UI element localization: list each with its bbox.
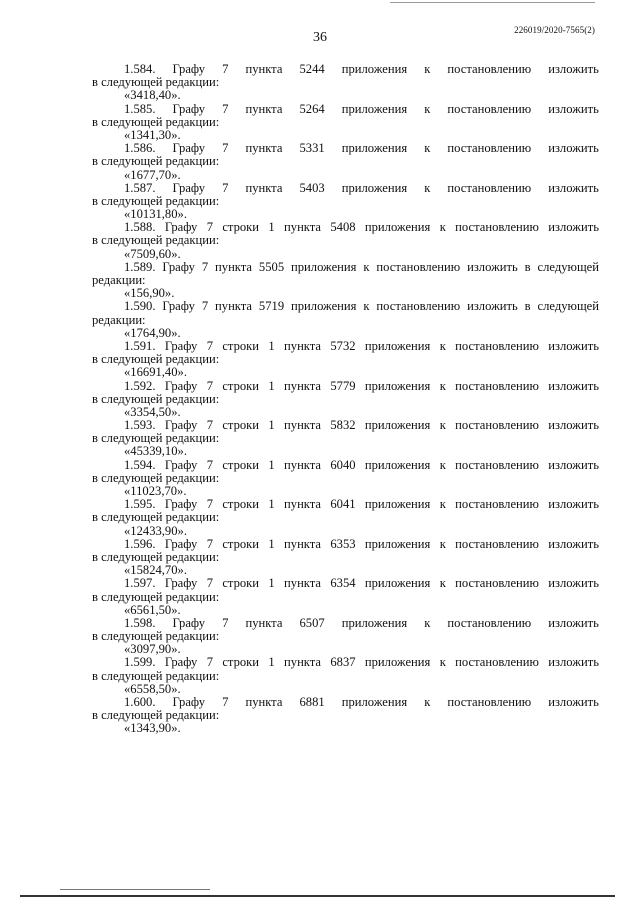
word: 6881 (299, 695, 325, 709)
word: 7 (222, 695, 229, 709)
word: пункта (284, 418, 322, 433)
word: 1.589. (124, 259, 156, 274)
word: к (439, 536, 446, 551)
word: изложить (548, 220, 599, 235)
paragraph-continuation: в следующей редакции: (92, 510, 220, 525)
paragraph-continuation: в следующей редакции: (92, 114, 220, 129)
word: в (524, 259, 531, 274)
word: 7 (206, 457, 213, 472)
word: 5331 (299, 141, 325, 156)
paragraph-first-line (92, 182, 599, 195)
word: приложения (341, 141, 408, 156)
document-number: 226019/2020-7565(2) (514, 25, 595, 35)
word: изложить (548, 497, 599, 512)
paragraph-continuation: в следующей редакции: (92, 352, 220, 367)
word: постановлению (455, 338, 539, 353)
word: 1.599. (124, 655, 156, 670)
new-value: «3418,40». (124, 88, 181, 103)
paragraph-first-line (92, 538, 599, 551)
word: приложения (341, 62, 408, 76)
new-value: «1677,70». (124, 167, 181, 182)
paragraph-item (92, 656, 599, 696)
word: пункта (284, 655, 322, 670)
paragraph-item (92, 221, 599, 261)
paragraph-item (92, 300, 599, 340)
word: 5779 (330, 378, 356, 393)
paragraph-continuation: в следующей редакции: (92, 589, 220, 604)
word: пункта (245, 695, 283, 709)
word: пункта (284, 338, 322, 353)
paragraph-item (92, 459, 599, 499)
paragraph-item (92, 498, 599, 538)
word: Графу (164, 497, 198, 512)
word: изложить (548, 101, 599, 116)
word: Графу (164, 220, 198, 235)
word: к (439, 338, 446, 353)
new-value: «15824,70». (124, 563, 187, 578)
word: 7 (206, 497, 213, 512)
word: 1.586. (124, 141, 156, 156)
word: следующей (537, 299, 599, 314)
paragraph-continuation: в следующей редакции: (92, 431, 220, 446)
paragraph-item (92, 577, 599, 617)
word: 7 (206, 418, 213, 433)
word: 1.600. (124, 695, 156, 709)
word: 6353 (330, 536, 356, 551)
new-value: «16691,40». (124, 365, 187, 380)
word: постановлению (447, 615, 532, 630)
word: Графу (164, 457, 198, 472)
word: Графу (164, 576, 198, 591)
word: постановлению (447, 62, 532, 76)
top-rule (390, 2, 595, 3)
paragraph-first-line (92, 459, 599, 472)
word: постановлению (455, 536, 539, 551)
paragraph-continuation: редакции: (92, 312, 146, 327)
word: к (439, 497, 446, 512)
word: изложить (548, 695, 599, 709)
word: 1.592. (124, 378, 156, 393)
paragraph-item (92, 103, 599, 143)
paragraph-item (92, 419, 599, 459)
word: приложения (364, 338, 431, 353)
word: 5719 (258, 299, 285, 314)
word: постановлению (455, 457, 539, 472)
paragraph-continuation: редакции: (92, 273, 146, 287)
word: пункта (284, 220, 322, 235)
word: 1.597. (124, 576, 156, 591)
word: 7 (222, 62, 229, 76)
word: Графу (172, 101, 206, 116)
new-value: «3097,90». (124, 642, 181, 657)
paragraph-item (92, 380, 599, 420)
new-value: «6558,50». (124, 681, 181, 696)
word: 7 (206, 338, 213, 353)
word: к (439, 418, 446, 433)
word: строки (222, 576, 260, 591)
paragraph-first-line (92, 103, 599, 116)
word: к (424, 141, 431, 156)
word: пункта (215, 299, 253, 314)
paragraph-continuation: в следующей редакции: (92, 193, 220, 208)
word: изложить (548, 418, 599, 433)
word: Графу (172, 180, 206, 195)
word: постановлению (447, 180, 532, 195)
word: Графу (164, 378, 198, 393)
word: 5505 (258, 259, 285, 274)
word: пункта (284, 497, 322, 512)
footer-rule-short (60, 889, 210, 890)
paragraph-first-line (92, 380, 599, 393)
paragraph-continuation: в следующей редакции: (92, 668, 220, 683)
paragraph-continuation: в следующей редакции: (92, 470, 220, 485)
word: постановлению (447, 695, 532, 709)
word: к (424, 180, 431, 195)
word: постановлению (455, 378, 539, 393)
word: приложения (364, 497, 431, 512)
word: постановлению (376, 259, 461, 274)
word: строки (222, 497, 260, 512)
word: 7 (206, 536, 213, 551)
word: 1.591. (124, 338, 156, 353)
word: строки (222, 378, 260, 393)
word: 6041 (330, 497, 356, 512)
word: постановлению (455, 655, 539, 670)
word: пункта (284, 378, 322, 393)
new-value: «1341,30». (124, 127, 181, 142)
word: 5832 (330, 418, 356, 433)
word: приложения (341, 615, 408, 630)
word: изложить (548, 536, 599, 551)
word: строки (222, 536, 260, 551)
new-value: «7509,60». (124, 246, 181, 261)
word: 7 (206, 576, 213, 591)
word: приложения (364, 418, 431, 433)
word: следующей (537, 259, 599, 274)
word: изложить (548, 62, 599, 76)
word: изложить (548, 141, 599, 156)
paragraph-item (92, 617, 599, 657)
word: 1 (268, 378, 275, 393)
word: 7 (222, 141, 229, 156)
paragraph-continuation: в следующей редакции: (92, 154, 220, 169)
word: к (439, 655, 446, 670)
word: 6040 (330, 457, 356, 472)
new-value: «6561,50». (124, 602, 181, 617)
word: пункта (245, 141, 283, 156)
paragraph-first-line (92, 656, 599, 669)
word: 7 (201, 299, 209, 314)
word: 5408 (330, 220, 356, 235)
word: пункта (245, 180, 283, 195)
word: пункта (284, 576, 322, 591)
paragraph-continuation: в следующей редакции: (92, 75, 220, 90)
word: к (439, 220, 446, 235)
word: Графу (164, 655, 198, 670)
word: 1 (268, 497, 275, 512)
word: 1.595. (124, 497, 156, 512)
word: 7 (222, 180, 229, 195)
paragraph-continuation: в следующей редакции: (92, 391, 220, 406)
word: 7 (206, 378, 213, 393)
word: к (424, 101, 431, 116)
paragraph-item (92, 340, 599, 380)
paragraph-first-line (92, 261, 599, 274)
word: 6354 (330, 576, 356, 591)
word: постановлению (447, 141, 532, 156)
word: Графу (172, 615, 206, 630)
word: приложения (364, 655, 431, 670)
new-value: «10131,80». (124, 207, 187, 222)
word: 1.598. (124, 615, 156, 630)
word: 1.585. (124, 101, 156, 116)
word: к (439, 576, 446, 591)
word: 1 (268, 457, 275, 472)
word: 5732 (330, 338, 356, 353)
word: 6507 (299, 615, 325, 630)
document-body (92, 63, 599, 736)
word: Графу (172, 695, 206, 709)
new-value: «1343,90». (124, 721, 181, 736)
word: 1.588. (124, 220, 156, 235)
word: 1.594. (124, 457, 156, 472)
paragraph-continuation: в следующей редакции: (92, 233, 220, 248)
word: Графу (162, 299, 195, 314)
word: Графу (162, 259, 195, 274)
word: постановлению (376, 299, 461, 314)
word: приложения (341, 101, 408, 116)
paragraph-item (92, 63, 599, 103)
paragraph-item (92, 696, 599, 736)
new-value: «11023,70». (124, 484, 187, 498)
word: приложения (364, 378, 431, 393)
word: 7 (201, 259, 209, 274)
word: Графу (164, 338, 198, 353)
word: приложения (364, 536, 431, 551)
word: в (524, 299, 531, 314)
word: изложить (548, 378, 599, 393)
word: приложения (341, 180, 408, 195)
word: 5264 (299, 101, 325, 116)
word: 5403 (299, 180, 325, 195)
word: изложить (548, 615, 599, 630)
word: 1 (268, 655, 275, 670)
word: приложения (364, 576, 431, 591)
word: Графу (164, 418, 198, 433)
word: приложения (341, 695, 408, 709)
word: 7 (222, 615, 229, 630)
new-value: «12433,90». (124, 523, 187, 538)
word: к (424, 62, 431, 76)
word: 1.587. (124, 180, 156, 195)
word: пункта (284, 457, 322, 472)
new-value: «45339,10». (124, 444, 187, 459)
word: строки (222, 418, 260, 433)
word: постановлению (455, 220, 539, 235)
word: приложения (364, 457, 431, 472)
word: 7 (206, 220, 213, 235)
word: 1.596. (124, 536, 156, 551)
word: постановлению (455, 418, 539, 433)
word: Графу (172, 62, 206, 76)
word: 6837 (330, 655, 356, 670)
paragraph-item (92, 182, 599, 222)
word: к (439, 378, 446, 393)
word: пункта (245, 62, 283, 76)
new-value: «156,90». (124, 286, 175, 301)
word: изложить (548, 180, 599, 195)
word: приложения (291, 299, 357, 314)
word: изложить (467, 299, 518, 314)
word: 1.584. (124, 62, 156, 76)
word: 1.590. (124, 299, 156, 314)
word: изложить (548, 576, 599, 591)
paragraph-item (92, 142, 599, 182)
word: 1 (268, 418, 275, 433)
paragraph-continuation: в следующей редакции: (92, 708, 220, 723)
paragraph-continuation: в следующей редакции: (92, 629, 220, 644)
word: строки (222, 220, 260, 235)
word: 1.593. (124, 418, 156, 433)
page-number: 36 (313, 30, 327, 45)
word: постановлению (455, 576, 539, 591)
word: к (363, 299, 370, 314)
word: Графу (164, 536, 198, 551)
footer-rule (20, 895, 615, 897)
paragraph-first-line (92, 577, 599, 590)
word: 1 (268, 576, 275, 591)
word: пункта (245, 615, 283, 630)
word: строки (222, 457, 260, 472)
word: 1 (268, 536, 275, 551)
new-value: «3354,50». (124, 404, 181, 419)
word: строки (222, 655, 260, 670)
paragraph-item (92, 261, 599, 301)
word: изложить (548, 457, 599, 472)
word: приложения (291, 259, 357, 274)
paragraph-continuation: в следующей редакции: (92, 549, 220, 564)
word: 7 (222, 101, 229, 116)
word: пункта (245, 101, 283, 116)
paragraph-first-line (92, 300, 599, 313)
word: строки (222, 338, 260, 353)
word: к (439, 457, 446, 472)
word: изложить (548, 655, 599, 670)
word: 7 (206, 655, 213, 670)
word: изложить (548, 338, 599, 353)
word: Графу (172, 141, 206, 156)
word: 1 (268, 220, 275, 235)
word: к (424, 615, 431, 630)
word: постановлению (447, 101, 532, 116)
word: пункта (215, 259, 253, 274)
word: 1 (268, 338, 275, 353)
word: 5244 (299, 62, 325, 76)
paragraph-item (92, 538, 599, 578)
word: пункта (284, 536, 322, 551)
word: к (424, 695, 431, 709)
word: к (363, 259, 370, 274)
word: изложить (467, 259, 518, 274)
word: постановлению (455, 497, 539, 512)
word: приложения (364, 220, 431, 235)
new-value: «1764,90». (124, 325, 181, 340)
